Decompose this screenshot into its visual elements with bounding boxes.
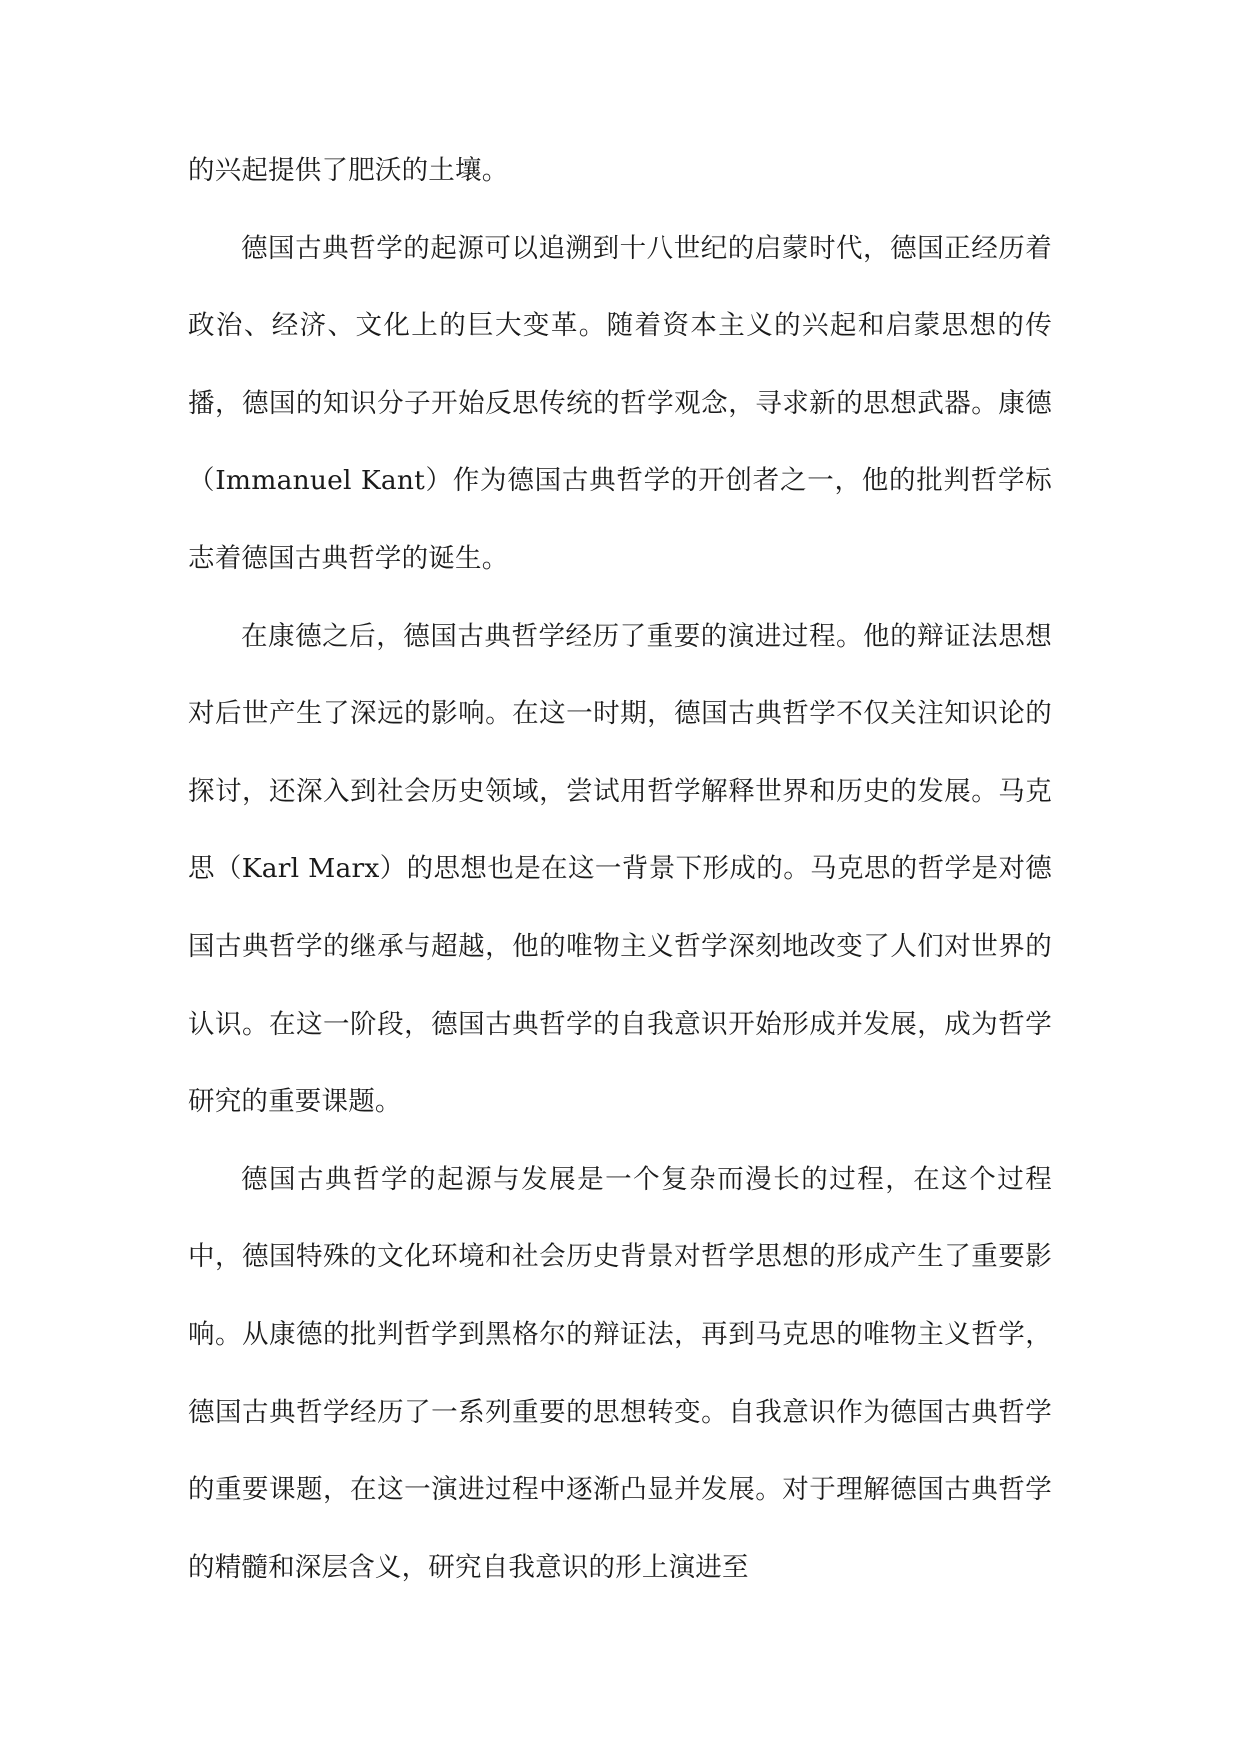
paragraph-origins: 德国古典哲学的起源可以追溯到十八世纪的启蒙时代，德国正经历着政治、经济、文化上的巨大变革。随着资本主义的兴起和启蒙思想的传播，德国的知识分子开始反思传统的哲学观念，寻求新的思想武器。康德（Immanuel Kant）作为德国古典哲学的开创者之一，他的批判哲学标志着德国古典哲学的诞生。 bbox=[188, 232, 1052, 574]
paragraph-summary: 德国古典哲学的起源与发展是一个复杂而漫长的过程，在这个过程中，德国特殊的文化环境和社会历史背景对哲学思想的形成产生了重要影响。从康德的批判哲学到黑格尔的辩证法，再到马克思的唯物主义哲学，德国古典哲学经历了一系列重要的思想转变。自我意识作为德国古典哲学的重要课题，在这一演进过程中逐渐凸显并发展。对于理解德国古典哲学的精髓和深层含义，研究自我意识的形上演进至 bbox=[188, 1163, 1052, 1583]
document-page bbox=[188, 132, 1052, 1606]
paragraph-evolution: 在康德之后，德国古典哲学经历了重要的演进过程。他的辩证法思想对后世产生了深远的影响。在这一时期，德国古典哲学不仅关注知识论的探讨，还深入到社会历史领域，尝试用哲学解释世界和历史的发展。马克思（Karl Marx）的思想也是在这一背景下形成的。马克思的哲学是对德国古典哲学的继承与超越，他的唯物主义哲学深刻地改变了人们对世界的认识。在这一阶段，德国古典哲学的自我意识开始形成并发展，成为哲学研究的重要课题。 bbox=[188, 620, 1052, 1118]
paragraph-continuation: 的兴起提供了肥沃的土壤。 bbox=[188, 155, 509, 186]
